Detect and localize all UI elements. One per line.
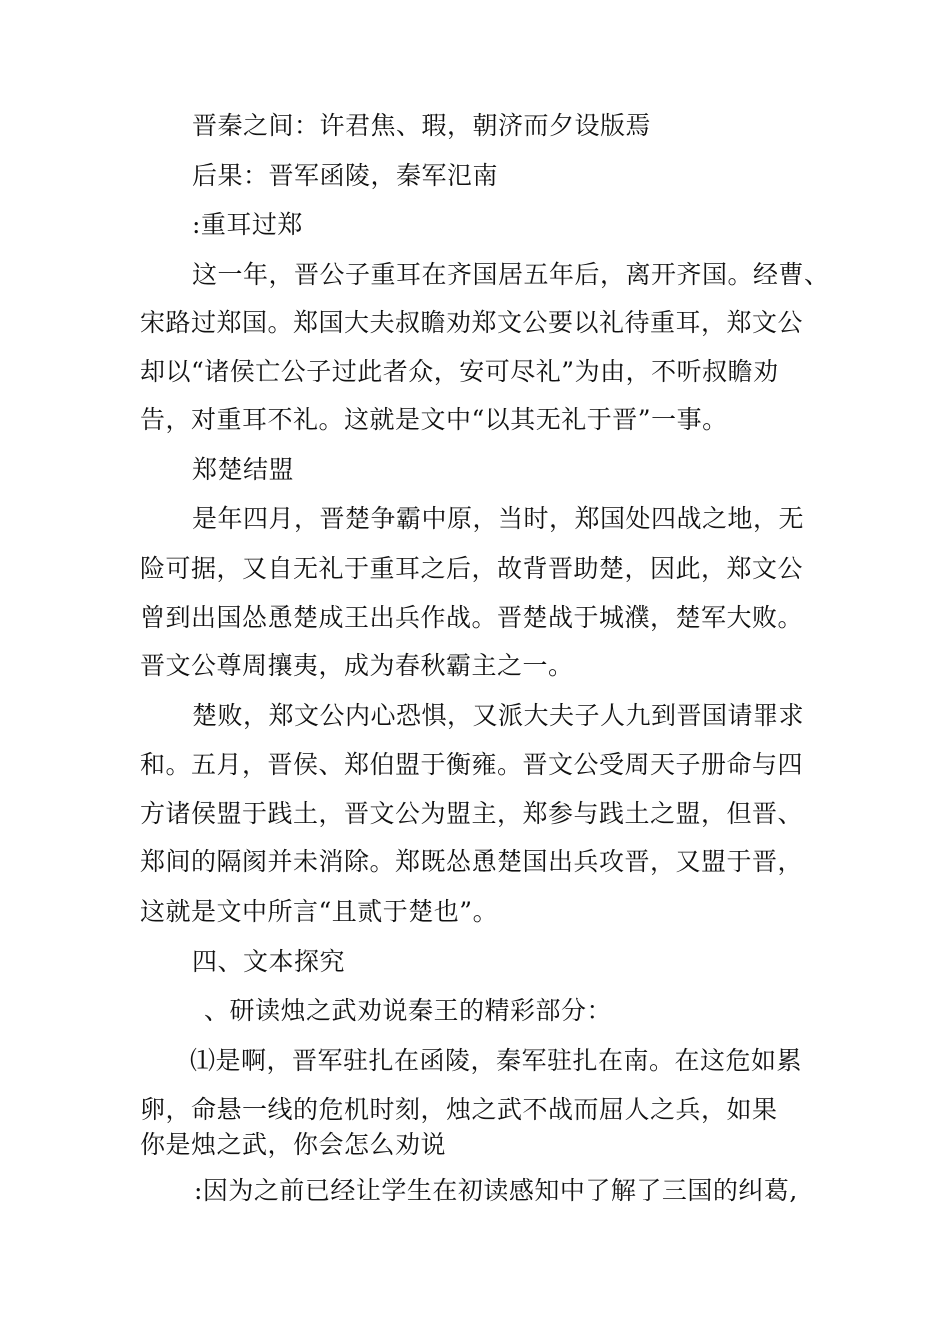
- section-heading: :重耳过郑: [192, 210, 303, 239]
- text-line: 险可据，又自无礼于重耳之后，故背晋助楚，因此，郑文公: [140, 554, 804, 583]
- text-line: 告，对重耳不礼。这就是文中“以其无礼于晋”一事。: [140, 405, 728, 434]
- text-line: 卵，命悬一线的危机时刻，烛之武不战而屈人之兵，如果: [140, 1095, 778, 1124]
- text-line: 这一年，晋公子重耳在齐国居五年后，离开齐国。经曹、: [192, 260, 830, 289]
- text-line: 曾到出国怂恿楚成王出兵作战。晋楚战于城濮，楚军大败。: [140, 603, 804, 632]
- text-line: 方诸侯盟于践土，晋文公为盟主，郑参与践土之盟，但晋、: [140, 799, 804, 828]
- text-line: 你是烛之武，你会怎么劝说: [140, 1130, 447, 1159]
- text-line: :因为之前已经让学生在初读感知中了解了三国的纠葛,: [194, 1176, 798, 1205]
- text-line: 后果：晋军函陵，秦军氾南: [192, 161, 499, 190]
- section-heading: 郑楚结盟: [192, 455, 295, 484]
- text-line: 晋秦之间：许君焦、瑕，朝济而夕设版焉: [192, 111, 652, 140]
- text-line: 、研读烛之武劝说秦王的精彩部分：: [204, 996, 613, 1025]
- text-line: 晋文公尊周攘夷，成为春秋霸主之一。: [140, 651, 574, 680]
- text-line: 是年四月，晋楚争霸中原，当时，郑国处四战之地，无: [192, 504, 805, 533]
- text-line: 楚败，郑文公内心恐惧，又派大夫子人九到晋国请罪求: [192, 701, 805, 730]
- text-line: ⑴是啊，晋军驻扎在函陵，秦军驻扎在南。在这危如累: [190, 1046, 803, 1075]
- text-line: 这就是文中所言“且贰于楚也”。: [140, 897, 499, 926]
- section-heading: 四、文本探究: [192, 947, 346, 976]
- text-line: 郑间的隔阂并未消除。郑既怂恿楚国出兵攻晋，又盟于晋，: [140, 847, 804, 876]
- text-line: 和。五月，晋侯、郑伯盟于衡雍。晋文公受周天子册命与四: [140, 750, 804, 779]
- text-line: 宋路过郑国。郑国大夫叔瞻劝郑文公要以礼待重耳，郑文公: [140, 308, 804, 337]
- text-line: 却以“诸侯亡公子过此者众，安可尽礼”为由，不听叔瞻劝: [140, 357, 779, 386]
